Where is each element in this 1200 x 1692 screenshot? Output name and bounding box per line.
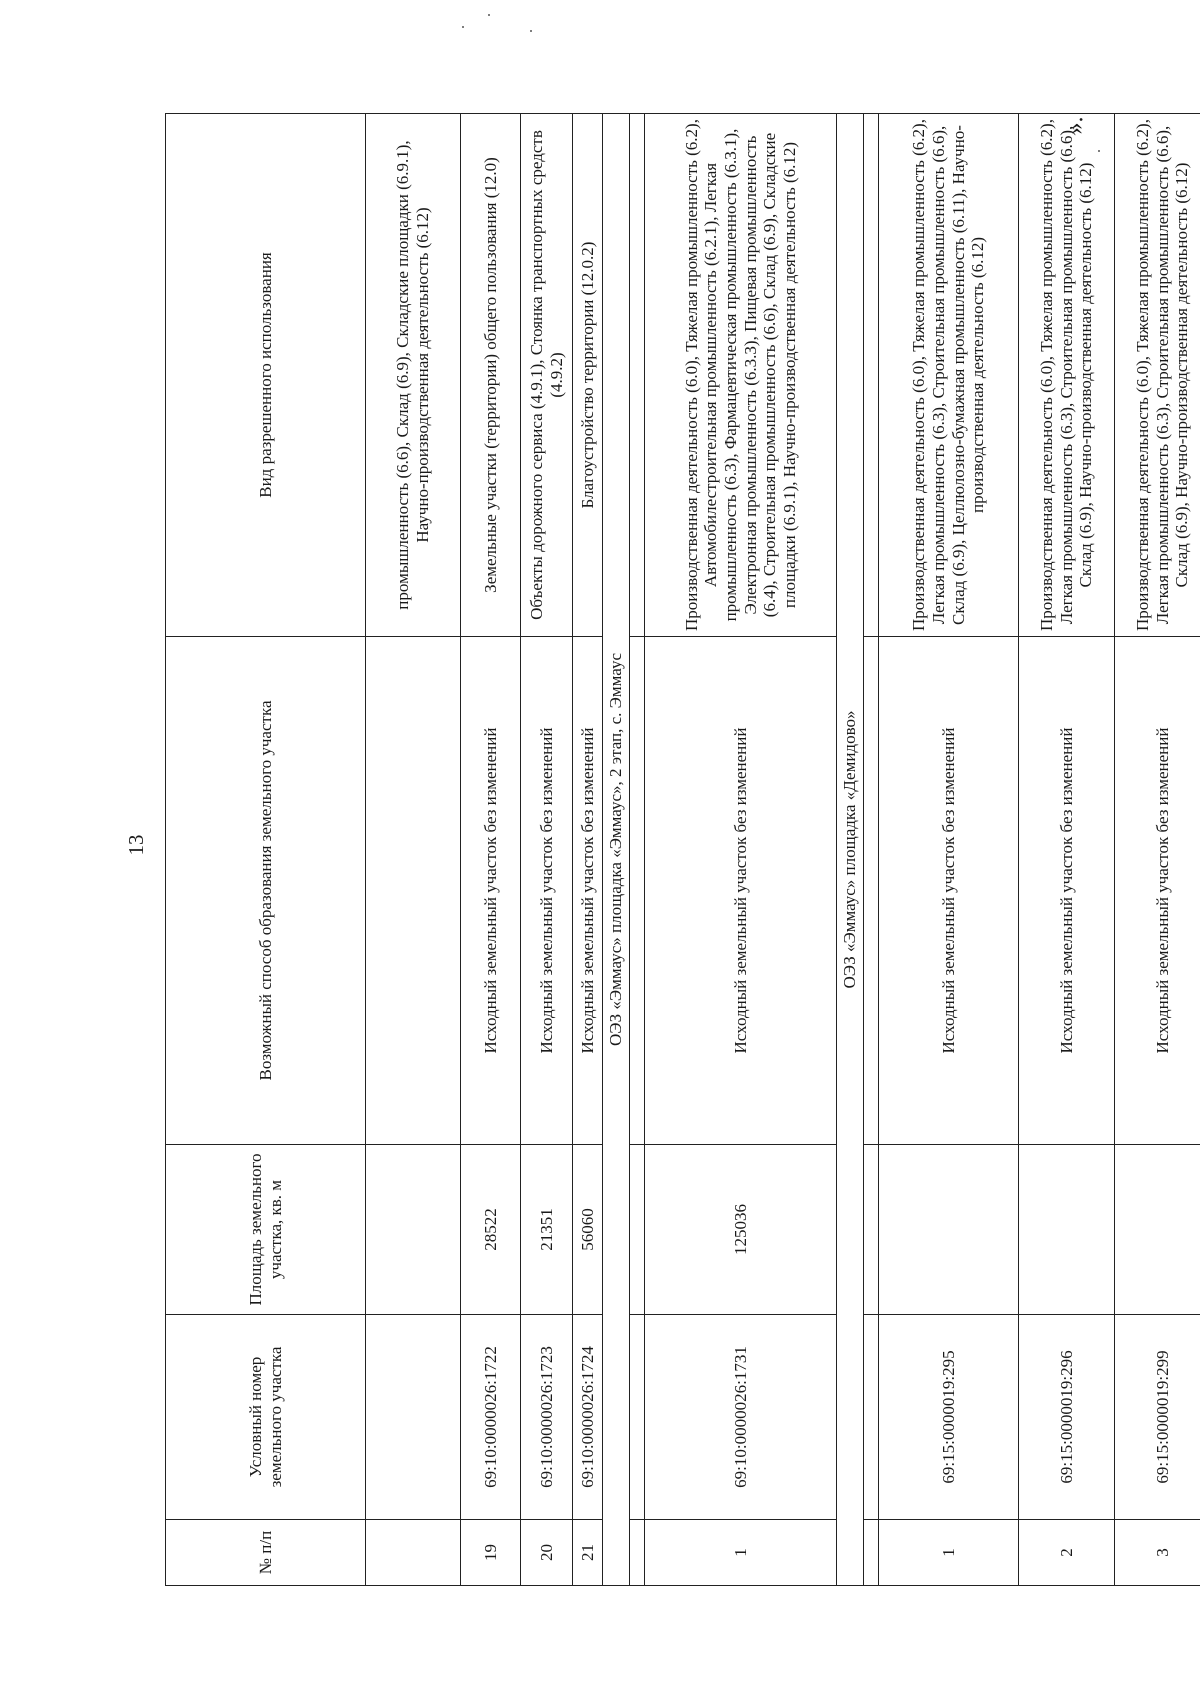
header-area: Площадь земельного участка, кв. м — [166, 1145, 366, 1315]
cell-cadastral-number — [366, 1315, 461, 1520]
cell-area — [864, 1145, 879, 1315]
cell-cadastral-number: 69:10:0000026:1723 — [521, 1315, 573, 1520]
land-plots-table-container — [165, 114, 1192, 1586]
closing-quote-mark: ». — [1062, 116, 1089, 135]
spacer-row — [864, 114, 879, 1586]
cell-cadastral-number: 69:15:0000019:296 — [1019, 1315, 1115, 1520]
cell-number: 20 — [521, 1520, 573, 1586]
table-header-row — [166, 114, 366, 1586]
cell-area — [879, 1145, 1019, 1315]
cell-area: 28522 — [461, 1145, 521, 1315]
section-title-demidovo: ОЭЗ «Эммаус» площадка «Демидово» — [837, 114, 864, 1586]
cell-permitted-use: Объекты дорожного сервиса (4.9.1), Стоянка транспортных средств (4.9.2) — [521, 114, 573, 637]
cell-cadastral-number: 69:15:0000019:299 — [1115, 1315, 1200, 1520]
cell-formation-method — [864, 637, 879, 1145]
cell-formation-method: Исходный земельный участок без изменений — [1115, 637, 1200, 1145]
header-number: № п/п — [166, 1520, 366, 1586]
cell-cadastral-number — [864, 1315, 879, 1520]
cell-cadastral-number: 69:10:0000026:1731 — [645, 1315, 837, 1520]
table-row — [461, 114, 521, 1586]
page-number: 13 — [124, 834, 148, 856]
cell-number: 3 — [1115, 1520, 1200, 1586]
scan-speck — [530, 30, 532, 32]
land-plots-table — [165, 113, 1200, 1586]
table-row — [879, 114, 1019, 1586]
cell-formation-method — [366, 637, 461, 1145]
cell-area — [630, 1145, 645, 1315]
table-row — [573, 114, 603, 1586]
cell-permitted-use: Производственная деятельность (6.0), Тяжелая промышленность (6.2), Автомобилестроительная промышленность (6.2.1), Легкая промышленность (6.3), Фармацевтическая промышленность (6.3.1), Электронная промышленность (6.3.3), Пищевая промышленность (6.4), Строительная промышленность (6.6), Склад (6.9), Складские площадки (6.9.1), Научно-производственная деятельность (6.12) — [645, 114, 837, 637]
section-row-demidovo — [837, 114, 864, 1586]
cell-formation-method: Исходный земельный участок без изменений — [1019, 637, 1115, 1145]
cell-area: 125036 — [645, 1145, 837, 1315]
cell-area: 21351 — [521, 1145, 573, 1315]
spacer-row — [630, 114, 645, 1586]
cell-number: 21 — [573, 1520, 603, 1586]
cell-formation-method: Исходный земельный участок без изменений — [645, 637, 837, 1145]
cell-permitted-use: Производственная деятельность (6.0), Тяжелая промышленность (6.2), Легкая промышленность (6.3), Строительная промышленность (6.6), Склад (6.9), Научно-производственная деятельность (6.12) — [1019, 114, 1115, 637]
table-row — [1019, 114, 1115, 1586]
cell-number: 1 — [879, 1520, 1019, 1586]
cell-number — [864, 1520, 879, 1586]
cell-permitted-use: Производственная деятельность (6.0), Тяжелая промышленность (6.2), Легкая промышленность (6.3), Строительная промышленность (6.6), Склад (6.9), Научно-производственная деятельность (6.12) — [1115, 114, 1200, 637]
cell-permitted-use — [630, 114, 645, 637]
cell-cadastral-number: 69:10:0000026:1724 — [573, 1315, 603, 1520]
cell-permitted-use: Благоустройство территории (12.0.2) — [573, 114, 603, 637]
cell-permitted-use: Производственная деятельность (6.0), Тяжелая промышленность (6.2), Легкая промышленность (6.3), Строительная промышленность (6.6), Склад (6.9), Целлюлозно-бумажная промышленность (6.11), Научно-производственная деятельность (6.12) — [879, 114, 1019, 637]
cell-cadastral-number: 69:15:0000019:295 — [879, 1315, 1019, 1520]
cell-number: 19 — [461, 1520, 521, 1586]
scan-speck — [462, 26, 464, 28]
cell-cadastral-number: 69:10:0000026:1722 — [461, 1315, 521, 1520]
section-title-emmaus: ОЭЗ «Эммаус» площадка «Эммаус», 2 этап, с. Эммаус — [603, 114, 630, 1586]
cell-formation-method — [630, 637, 645, 1145]
header-permitted-use: Вид разрешенного использования — [166, 114, 366, 637]
cell-permitted-use — [864, 114, 879, 637]
cell-number: 2 — [1019, 1520, 1115, 1586]
cell-area — [366, 1145, 461, 1315]
table-row — [521, 114, 573, 1586]
cell-area — [1019, 1145, 1115, 1315]
cell-number: 1 — [645, 1520, 837, 1586]
cell-permitted-use: промышленность (6.6), Склад (6.9), Складские площадки (6.9.1), Научно-производственная деятельность (6.12) — [366, 114, 461, 637]
cell-formation-method: Исходный земельный участок без изменений — [461, 637, 521, 1145]
cell-cadastral-number — [630, 1315, 645, 1520]
cell-formation-method: Исходный земельный участок без изменений — [879, 637, 1019, 1145]
table-row — [1115, 114, 1200, 1586]
table-row-continuation — [366, 114, 461, 1586]
cell-number — [630, 1520, 645, 1586]
cell-area: 56060 — [573, 1145, 603, 1315]
cell-formation-method: Исходный земельный участок без изменений — [573, 637, 603, 1145]
cell-formation-method: Исходный земельный участок без изменений — [521, 637, 573, 1145]
scan-speck — [488, 14, 490, 16]
header-cadastral-number: Условный номер земельного участка — [166, 1315, 366, 1520]
header-formation-method: Возможный способ образования земельного участка — [166, 637, 366, 1145]
cell-area — [1115, 1145, 1200, 1315]
cell-number — [366, 1520, 461, 1586]
table-row — [645, 114, 837, 1586]
section-row-emmaus — [603, 114, 630, 1586]
cell-permitted-use: Земельные участки (территории) общего пользования (12.0) — [461, 114, 521, 637]
